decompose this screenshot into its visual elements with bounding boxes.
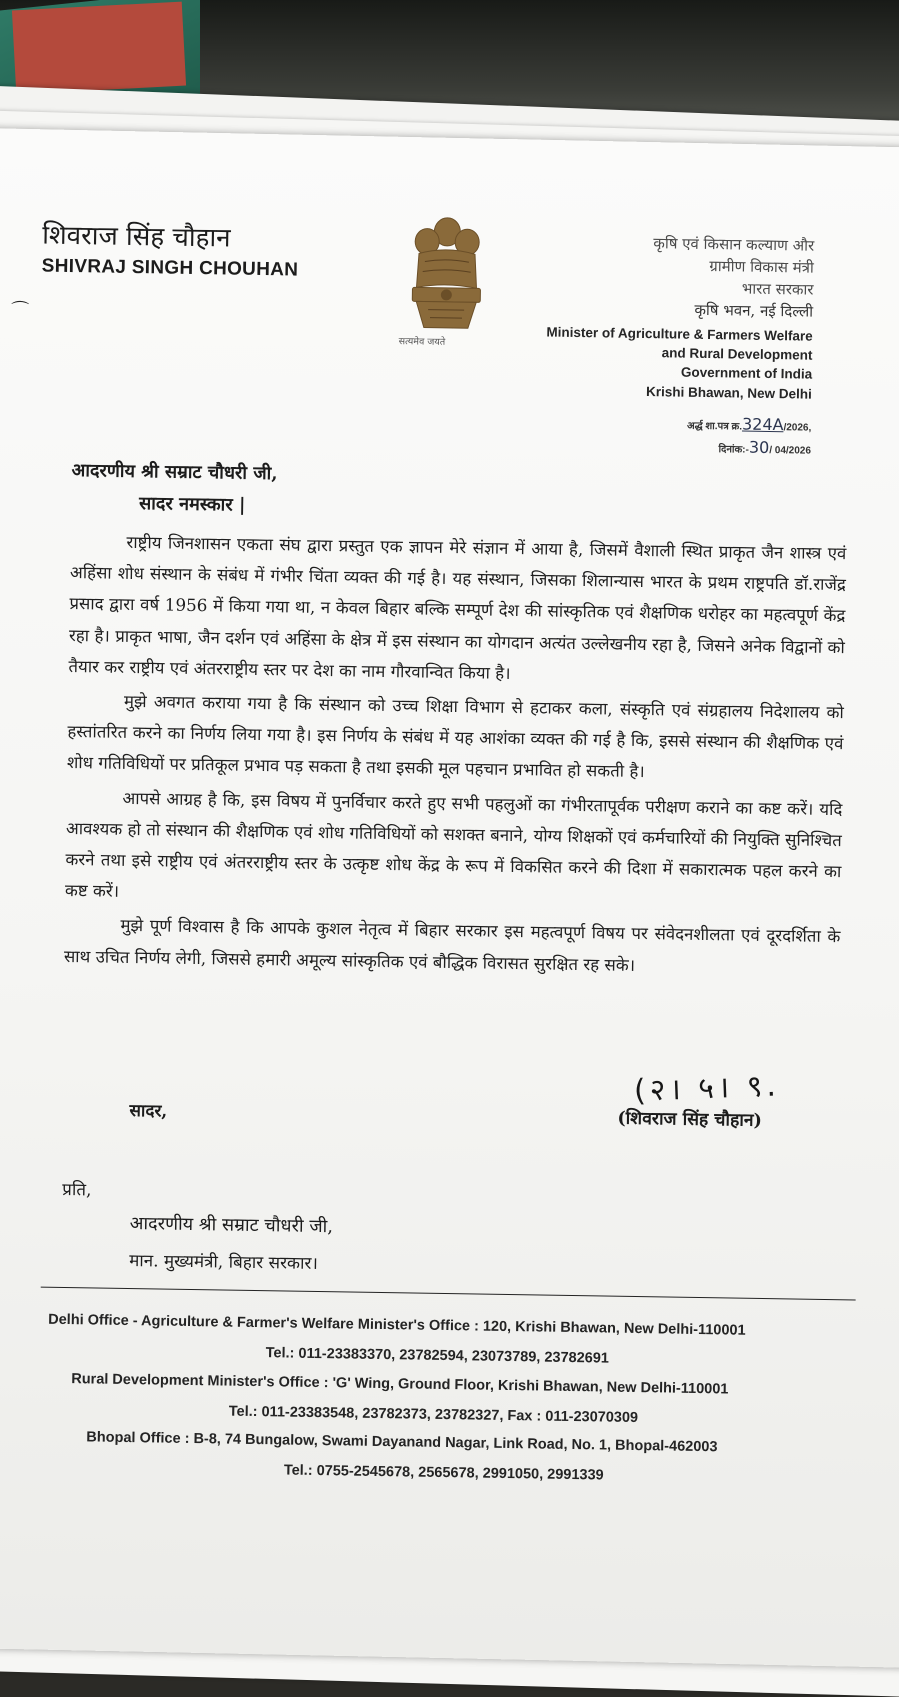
letter-date xyxy=(718,437,811,457)
footer-delhi-phone: Tel.: 011-23383370, 23782594, 23073789, 23782691 xyxy=(265,1345,610,1367)
office-english-line: Krishi Bhawan, New Delhi xyxy=(645,384,812,402)
body-paragraph: मुझे पूर्ण विश्वास है कि आपके कुशल नेतृत्व में बिहार सरकार इस महत्वपूर्ण विषय पर संवेदनशीलता एवं दूरदर्शिता के साथ उचित निर्णय लेगी, जिससे हमारी अमूल्य सांस्कृतिक एवं बौद्धिक विरासत सुरक्षित रह सके। xyxy=(63,915,841,975)
body-paragraph: राष्ट्रीय जिनशासन एकता संघ द्वारा प्रस्तुत एक ज्ञापन मेरे संज्ञान में आया है, जिसमें वैशाली स्थित प्राकृत जैन शास्त्र एवं अहिंसा शोध संस्थान के संबंध में गंभीर चिंता व्यक्त की गई है। यह संस्थान, जिसका शिलान्यास भारत के प्रथम राष्ट्रपति डॉ.राजेंद्र प्रसाद द्वारा वर्ष 1956 में किया गया था, न केवल बिहार बल्कि सम्पूर्ण देश की सांस्कृतिक एवं शैक्षणिक धरोहर का महत्वपूर्ण केंद्र रहा है। प्राकृत भाषा, जैन दर्शन एवं अहिंसा के क्षेत्र में इस संस्थान का योगदान अत्यंत उल्लेखनीय रहा है, जिसने अनेक विद्वानों को तैयार कर राष्ट्रीय एवं अंतरराष्ट्रीय स्तर पर देश का नाम गौरवान्वित किया है। xyxy=(68,531,847,683)
office-hindi-line: कृषि एवं किसान कल्याण और xyxy=(653,234,815,255)
signature-name: (शिवराज सिंह चौहान) xyxy=(617,1108,763,1131)
footer-rural-office: Rural Development Minister's Office : 'G' Wing, Ground Floor, Krishi Bhawan, New Delhi-110001 xyxy=(71,1371,729,1398)
national-emblem-icon xyxy=(404,209,490,350)
footer-rural-phone: Tel.: 011-23383548, 23782373, 23782327, Fax : 011-23070309 xyxy=(228,1403,639,1427)
greeting: सादर नमस्कार | xyxy=(138,493,246,516)
date-suffix: / 04/2026 xyxy=(769,444,812,457)
office-english-line: and Rural Development xyxy=(661,345,813,363)
recipient-title: मान. मुख्यमंत्री, बिहार सरकार। xyxy=(128,1251,319,1274)
footer-bhopal-office: Bhopal Office : B-8, 74 Bungalow, Swami Dayanand Nagar, Link Road, No. 1, Bhopal-462003 xyxy=(86,1429,718,1456)
body-paragraph: आपसे आग्रह है कि, इस विषय में पुनर्विचार करते हुए सभी पहलुओं का गंभीरतापूर्वक परीक्षण कराने का कष्ट करें। यदि आवश्यक हो तो संस्थान की शैक्षणिक एवं शोध गतिविधियों को सशक्त बनाने, योग्य शिक्षकों एवं कर्मचारियों की नियुक्ति सुनिश्चित करने तथा इसे राष्ट्रीय एवं अंतरराष्ट्रीय स्तर के उत्कृष्ट शोध केंद्र के रूप में विकसित करने की दिशा में सकारात्मक पहल करने का कष्ट करें। xyxy=(64,787,843,902)
closing: सादर, xyxy=(129,1101,168,1122)
office-english-line: Minister of Agriculture & Farmers Welfare xyxy=(546,324,813,344)
office-hindi-line: ग्रामीण विकास मंत्री xyxy=(709,257,814,277)
reference-suffix: /2026, xyxy=(783,422,812,434)
office-hindi-line: भारत सरकार xyxy=(741,279,814,299)
salutation: आदरणीय श्री सम्राट चौधरी जी, xyxy=(71,460,278,485)
reference-prefix: अर्द्ध शा.पत्र क्र. xyxy=(686,420,743,433)
footer-divider xyxy=(41,1287,856,1301)
office-english-line: Government of India xyxy=(680,364,813,382)
footer-bhopal-phone: Tel.: 0755-2545678, 2565678, 2991050, 2991339 xyxy=(283,1462,604,1484)
office-hindi-line: कृषि भवन, नई दिल्ली xyxy=(694,300,814,321)
recipient-name: आदरणीय श्री सम्राट चौधरी जी, xyxy=(129,1213,334,1238)
body-paragraph: मुझे अवगत कराया गया है कि संस्थान को उच्च शिक्षा विभाग से हटाकर कला, संस्कृति एवं संग्रहालय निदेशालय को हस्तांतरित करने का निर्णय लिया गया है। इस निर्णय के संबंध में यह आशंका व्यक्त की गई है कि, इससे संस्थान की शैक्षणिक एवं शोध गतिविधियों पर प्रतिकूल प्रभाव पड़ सकता है तथा इसकी मूल पहचान प्रभावित हो सकती है। xyxy=(66,690,845,782)
letter-body xyxy=(64,526,847,987)
date-handwritten: 30 xyxy=(748,437,770,457)
reference-number xyxy=(687,414,812,435)
reference-handwritten: 324A xyxy=(741,414,784,435)
date-prefix: दिनांक:- xyxy=(718,444,749,456)
sender-name-hindi: शिवराज सिंह चौहान xyxy=(42,220,231,254)
handwritten-signature: (२। ५। ९. xyxy=(633,1068,781,1109)
sender-name-english: SHIVRAJ SINGH CHOUHAN xyxy=(41,255,299,281)
emblem-motto: सत्यमेव जयते xyxy=(398,336,446,348)
footer-delhi-office: Delhi Office - Agriculture & Farmer's Welfare Minister's Office : 120, Krishi Bhawan, New Delhi-110001 xyxy=(48,1311,746,1339)
paper-mark: ⌒ xyxy=(10,300,30,322)
recipient-prefix: प्रति, xyxy=(62,1179,92,1201)
